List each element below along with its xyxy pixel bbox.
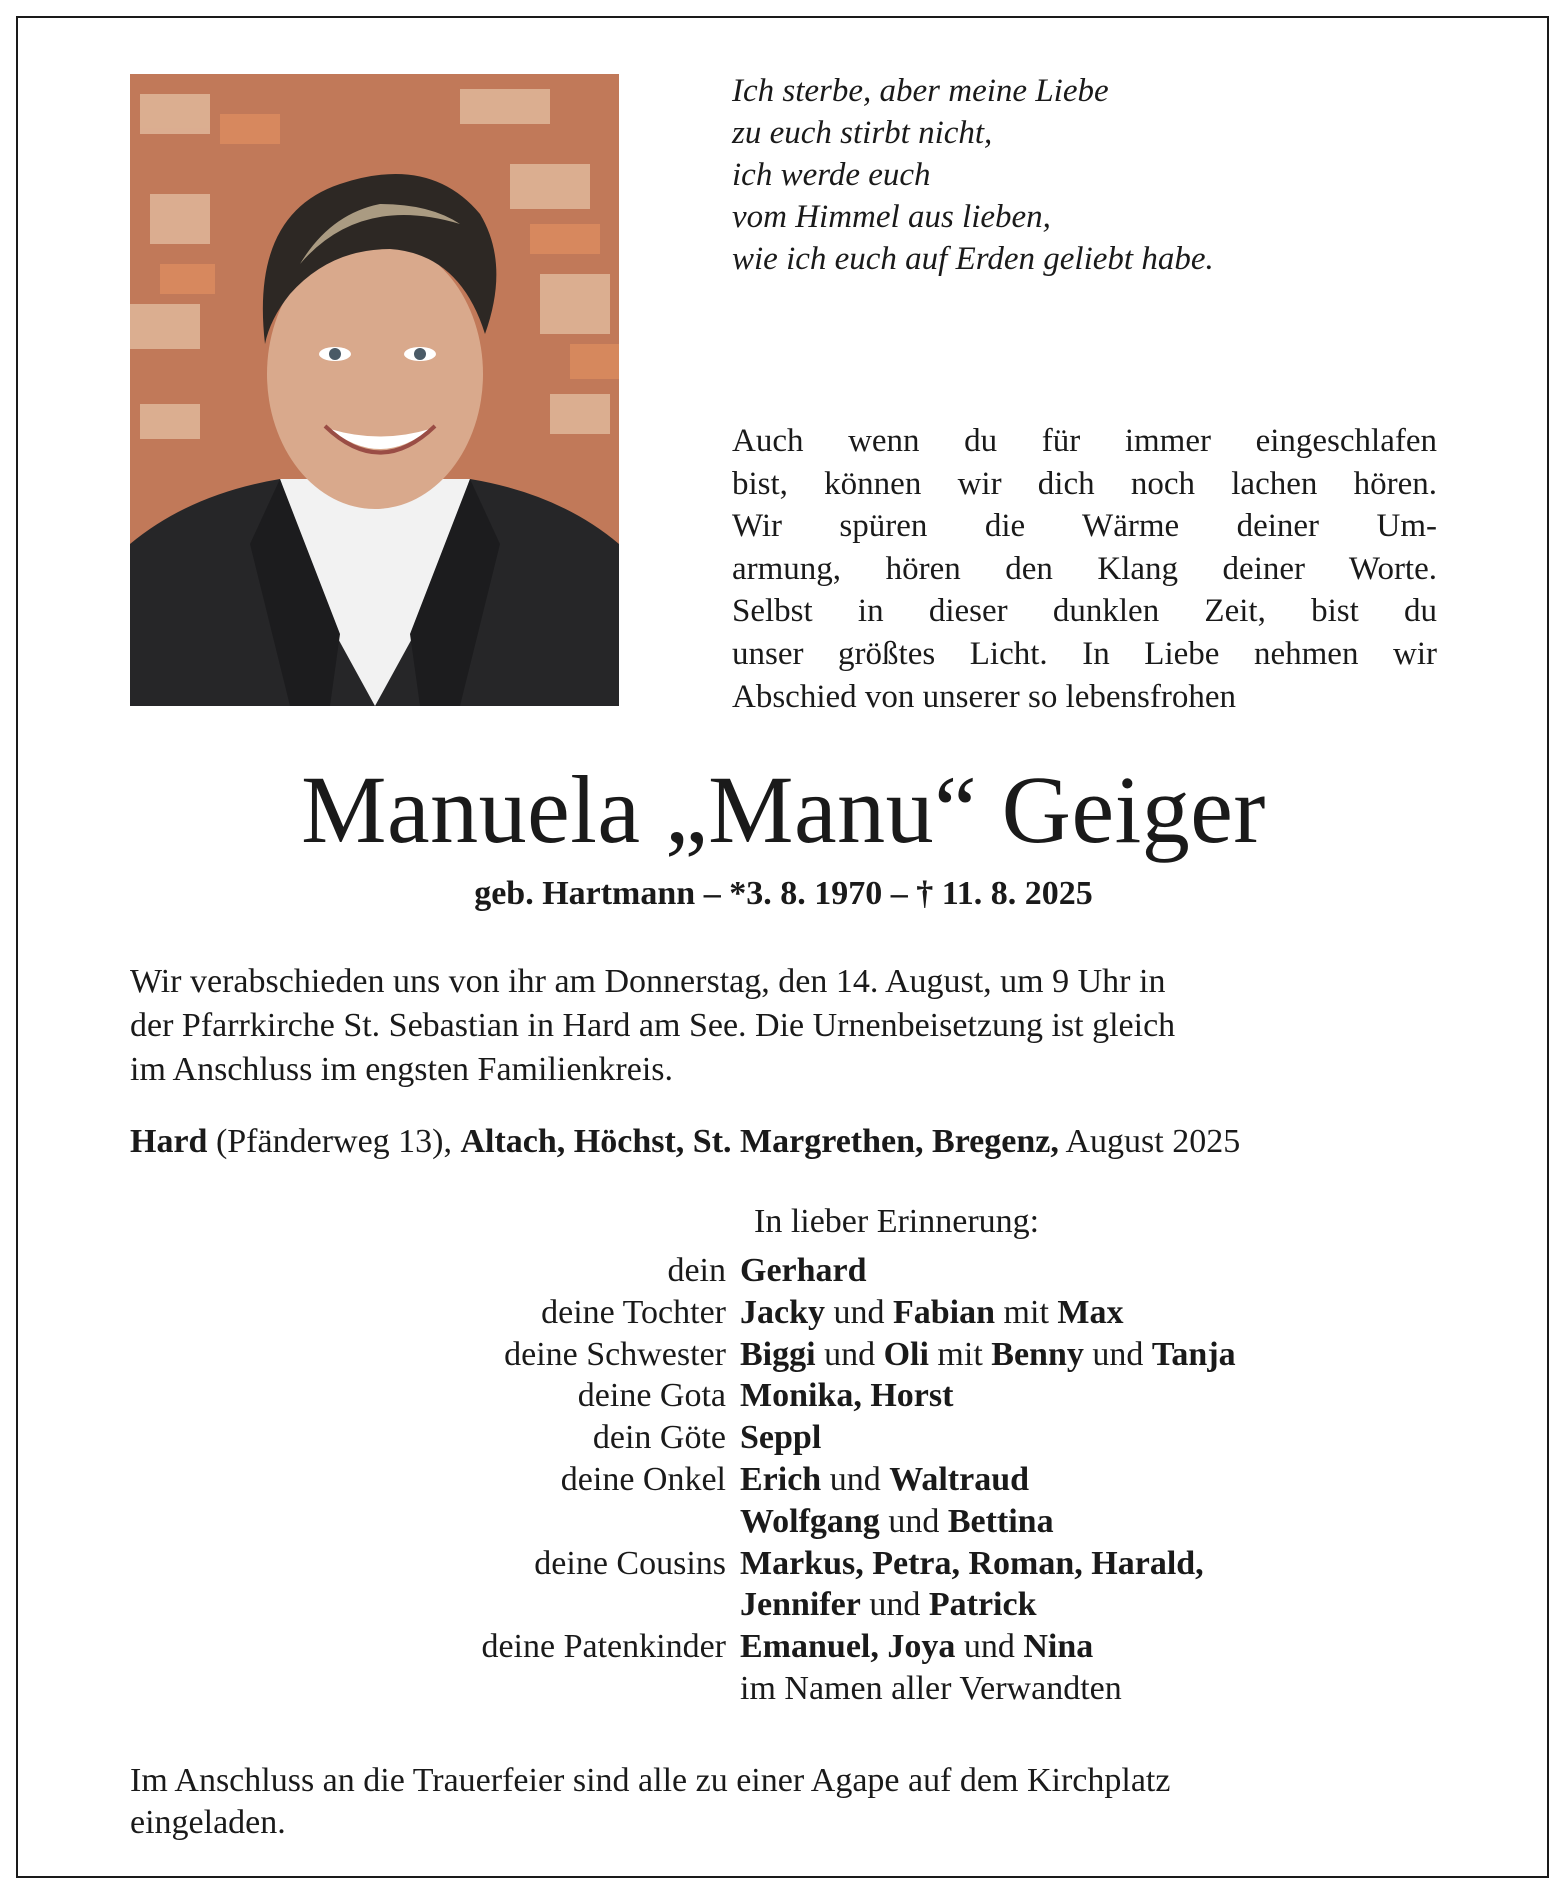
poem bbox=[732, 70, 1432, 280]
closing-line: Im Anschluss an die Trauerfeier sind alle zu einer Agape auf dem Kirchplatz bbox=[130, 1762, 1171, 1799]
family-row bbox=[0, 1250, 1567, 1292]
memory-heading: In lieber Erinnerung: bbox=[754, 1203, 1040, 1240]
family-relation: dein bbox=[667, 1252, 726, 1289]
family-member-name: Patrick bbox=[928, 1586, 1037, 1624]
family-member-name: Bettina bbox=[947, 1502, 1054, 1540]
family-names bbox=[740, 1292, 1123, 1334]
family-member-name: Jacky bbox=[740, 1293, 825, 1331]
family-names bbox=[740, 1501, 1054, 1543]
portrait-photo bbox=[130, 74, 619, 706]
closing-line: eingeladen. bbox=[130, 1804, 286, 1841]
family-connector: mit bbox=[995, 1293, 1058, 1331]
family-row bbox=[0, 1334, 1567, 1376]
family-connector: mit bbox=[928, 1335, 992, 1373]
family-member-name: Waltraud bbox=[889, 1460, 1030, 1498]
family-member-name: Benny bbox=[991, 1335, 1084, 1373]
poem-line: wie ich euch auf Erden geliebt habe. bbox=[732, 241, 1214, 277]
family-member-name: Monika, Horst bbox=[740, 1377, 954, 1415]
places-line bbox=[130, 1123, 1470, 1161]
poem-line: zu euch stirbt nicht, bbox=[732, 115, 993, 151]
poem-line: Ich sterbe, aber meine Liebe bbox=[732, 73, 1109, 109]
family-member-name: Markus, Petra, Roman, Harald, bbox=[740, 1544, 1204, 1582]
family-row bbox=[0, 1459, 1567, 1501]
family-list bbox=[0, 1250, 1567, 1710]
place-others: Altach, Höchst, St. Margrethen, Bregenz, bbox=[460, 1123, 1059, 1160]
place-hard: Hard bbox=[130, 1123, 208, 1160]
family-row bbox=[0, 1668, 1567, 1710]
family-row bbox=[0, 1375, 1567, 1417]
family-member-name: Nina bbox=[1023, 1628, 1094, 1666]
family-connector: und bbox=[825, 1293, 893, 1331]
intro-line: Abschied von unserer so lebensfrohen bbox=[732, 678, 1237, 715]
place-date: August 2025 bbox=[1058, 1123, 1241, 1160]
family-names bbox=[740, 1375, 953, 1417]
intro-line: bist, können wir dich noch lachen hören. bbox=[732, 465, 1437, 502]
family-row bbox=[0, 1501, 1567, 1543]
intro-line: Auch wenn du für immer eingeschlafen bbox=[732, 423, 1437, 459]
poem-line: ich werde euch bbox=[732, 157, 931, 193]
intro-text bbox=[732, 420, 1437, 718]
family-connector: und bbox=[879, 1502, 948, 1540]
ceremony-line: der Pfarrkirche St. Sebastian in Hard am See. Die Urnenbeisetzung ist gleich bbox=[130, 1007, 1176, 1044]
family-relation: deine Gota bbox=[577, 1377, 726, 1415]
closing-text bbox=[130, 1760, 1460, 1844]
family-names bbox=[740, 1543, 1204, 1585]
family-member-name: Seppl bbox=[740, 1419, 822, 1457]
intro-line: armung, hören den Klang deiner Worte. bbox=[732, 550, 1437, 587]
family-row bbox=[0, 1417, 1567, 1459]
family-member-name: Biggi bbox=[740, 1335, 816, 1373]
family-names bbox=[740, 1626, 1093, 1668]
family-row bbox=[0, 1626, 1567, 1668]
family-relation: deine Schwester bbox=[504, 1335, 726, 1373]
family-connector: und bbox=[815, 1335, 884, 1373]
family-names bbox=[740, 1334, 1236, 1376]
intro-line: Wir spüren die Wärme deiner Um- bbox=[732, 508, 1437, 545]
family-relation bbox=[0, 1668, 740, 1710]
deceased-name: Manuela „Manu“ Geiger bbox=[301, 756, 1266, 863]
family-row bbox=[0, 1584, 1567, 1626]
ceremony-text bbox=[130, 960, 1440, 1092]
family-connector: und bbox=[821, 1460, 890, 1498]
intro-line: unser größtes Licht. In Liebe nehmen wir bbox=[732, 635, 1437, 672]
family-member-name: Jennifer bbox=[740, 1586, 861, 1624]
family-names bbox=[740, 1417, 821, 1459]
intro-line: Selbst in dieser dunklen Zeit, bist du bbox=[732, 593, 1437, 630]
family-member-name: Oli bbox=[883, 1335, 929, 1373]
family-relation: deine Patenkinder bbox=[481, 1628, 726, 1666]
family-row bbox=[0, 1543, 1567, 1585]
family-connector: und bbox=[955, 1628, 1024, 1666]
family-relation bbox=[0, 1501, 740, 1543]
family-member-name: Erich bbox=[740, 1460, 822, 1498]
poem-line: vom Himmel aus lieben, bbox=[732, 199, 1051, 235]
family-connector: und bbox=[860, 1586, 929, 1624]
family-names bbox=[740, 1459, 1029, 1501]
family-connector: und bbox=[1083, 1335, 1152, 1373]
birth-death-dates: geb. Hartmann – *3. 8. 1970 – † 11. 8. 2025 bbox=[474, 875, 1093, 912]
family-relation bbox=[0, 1584, 740, 1626]
family-names bbox=[740, 1250, 867, 1292]
family-member-name: Emanuel, Joya bbox=[740, 1628, 956, 1666]
place-address: (Pfänderweg 13), bbox=[207, 1123, 461, 1160]
family-connector: im Namen aller Verwandten bbox=[740, 1669, 1122, 1707]
family-relation: dein Göte bbox=[592, 1419, 726, 1457]
family-names bbox=[740, 1584, 1037, 1626]
family-relation: deine Onkel bbox=[560, 1460, 726, 1498]
family-names bbox=[740, 1668, 1122, 1710]
family-member-name: Gerhard bbox=[740, 1252, 867, 1289]
family-member-name: Wolfgang bbox=[740, 1502, 880, 1540]
ceremony-line: Wir verabschieden uns von ihr am Donnerstag, den 14. August, um 9 Uhr in bbox=[130, 963, 1166, 1000]
family-member-name: Fabian bbox=[893, 1293, 996, 1331]
family-relation: deine Cousins bbox=[534, 1544, 726, 1582]
family-row bbox=[0, 1292, 1567, 1334]
family-member-name: Tanja bbox=[1151, 1335, 1236, 1373]
family-relation: deine Tochter bbox=[541, 1293, 726, 1331]
ceremony-line: im Anschluss im engsten Familienkreis. bbox=[130, 1051, 674, 1088]
family-member-name: Max bbox=[1057, 1293, 1124, 1331]
